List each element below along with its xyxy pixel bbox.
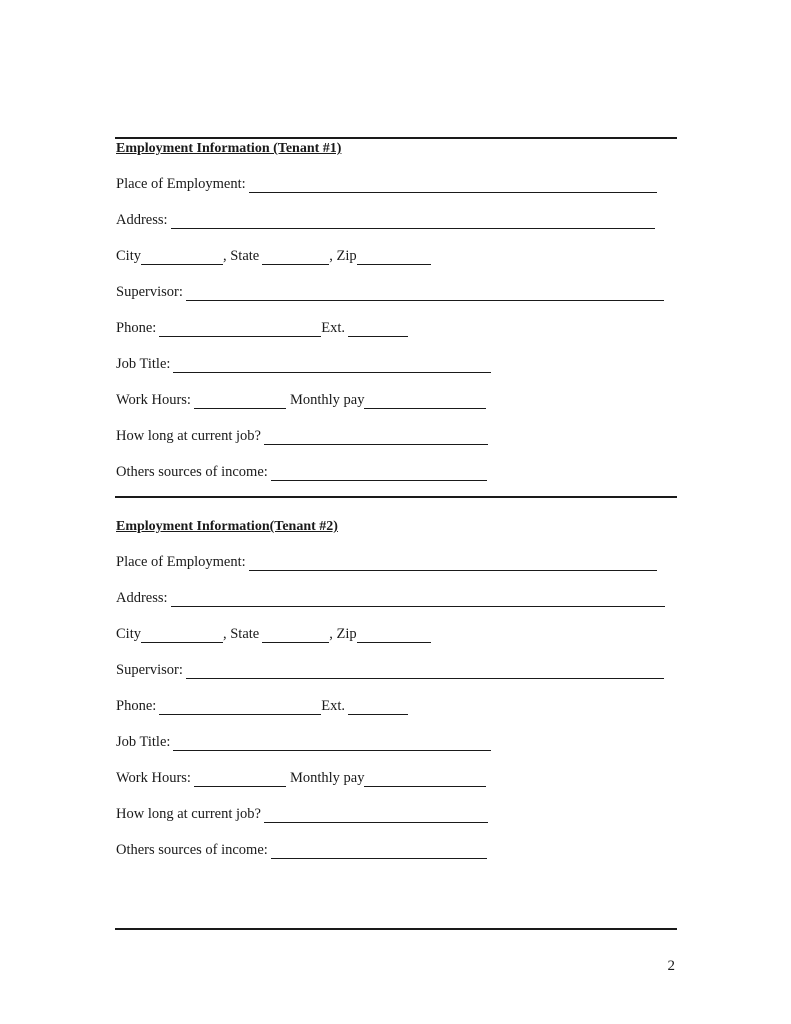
field-label: Ext.	[321, 698, 346, 714]
ext-field[interactable]	[348, 700, 408, 715]
how-long-field[interactable]	[264, 808, 488, 823]
field-label: Others sources of income:	[116, 464, 268, 480]
address-row	[116, 211, 678, 229]
zip-field[interactable]	[357, 250, 431, 265]
city-field[interactable]	[141, 628, 223, 643]
field-label: Address:	[116, 590, 168, 606]
phone-field[interactable]	[159, 322, 321, 337]
field-label: Others sources of income:	[116, 842, 268, 858]
address-field[interactable]	[171, 592, 665, 607]
monthly-pay-field[interactable]	[364, 394, 486, 409]
other-income-field[interactable]	[271, 466, 487, 481]
zip-field[interactable]	[357, 628, 431, 643]
field-label: City	[116, 248, 141, 264]
field-label: , State	[222, 626, 260, 642]
field-label: Job Title:	[116, 356, 171, 372]
place-of-employment-row	[116, 553, 678, 571]
job-title-field[interactable]	[173, 358, 491, 373]
address-field[interactable]	[171, 214, 655, 229]
field-label: Monthly pay	[289, 770, 365, 786]
ext-field[interactable]	[348, 322, 408, 337]
city-state-zip-row	[116, 625, 678, 643]
section-heading: Employment Information (Tenant #1)	[116, 141, 342, 156]
field-label: Phone:	[116, 320, 157, 336]
page-number: 2	[667, 958, 675, 974]
field-label: How long at current job?	[116, 806, 261, 822]
state-field[interactable]	[262, 628, 329, 643]
how-long-row	[116, 427, 678, 445]
tenant-2-section	[116, 518, 678, 859]
phone-row	[116, 697, 678, 715]
how-long-field[interactable]	[264, 430, 488, 445]
field-label: Supervisor:	[116, 662, 183, 678]
work-hours-row	[116, 391, 678, 409]
field-label: Ext.	[321, 320, 346, 336]
other-income-row	[116, 841, 678, 859]
work-hours-row	[116, 769, 678, 787]
field-label: Work Hours:	[116, 392, 191, 408]
job-title-row	[116, 355, 678, 373]
field-label: , Zip	[329, 248, 357, 264]
monthly-pay-field[interactable]	[364, 772, 486, 787]
job-title-row	[116, 733, 678, 751]
phone-row	[116, 319, 678, 337]
other-income-row	[116, 463, 678, 481]
address-row	[116, 589, 678, 607]
supervisor-field[interactable]	[186, 286, 664, 301]
place-of-employment-field[interactable]	[249, 556, 657, 571]
supervisor-row	[116, 661, 678, 679]
section-divider	[115, 496, 677, 498]
place-of-employment-field[interactable]	[249, 178, 657, 193]
job-title-field[interactable]	[173, 736, 491, 751]
bottom-rule	[115, 928, 677, 930]
supervisor-row	[116, 283, 678, 301]
field-label: Monthly pay	[289, 392, 365, 408]
top-rule	[115, 137, 677, 139]
work-hours-field[interactable]	[194, 394, 286, 409]
field-label: Supervisor:	[116, 284, 183, 300]
tenant-1-section	[116, 140, 678, 481]
state-field[interactable]	[262, 250, 329, 265]
place-of-employment-row	[116, 175, 678, 193]
section-heading: Employment Information(Tenant #2)	[116, 519, 338, 534]
field-label: Work Hours:	[116, 770, 191, 786]
city-field[interactable]	[141, 250, 223, 265]
field-label: Address:	[116, 212, 168, 228]
field-label: Place of Employment:	[116, 176, 246, 192]
supervisor-field[interactable]	[186, 664, 664, 679]
field-label: , Zip	[329, 626, 357, 642]
city-state-zip-row	[116, 247, 678, 265]
how-long-row	[116, 805, 678, 823]
phone-field[interactable]	[159, 700, 321, 715]
field-label: Place of Employment:	[116, 554, 246, 570]
field-label: Job Title:	[116, 734, 171, 750]
field-label: City	[116, 626, 141, 642]
field-label: Phone:	[116, 698, 157, 714]
work-hours-field[interactable]	[194, 772, 286, 787]
field-label: , State	[222, 248, 260, 264]
field-label: How long at current job?	[116, 428, 261, 444]
other-income-field[interactable]	[271, 844, 487, 859]
